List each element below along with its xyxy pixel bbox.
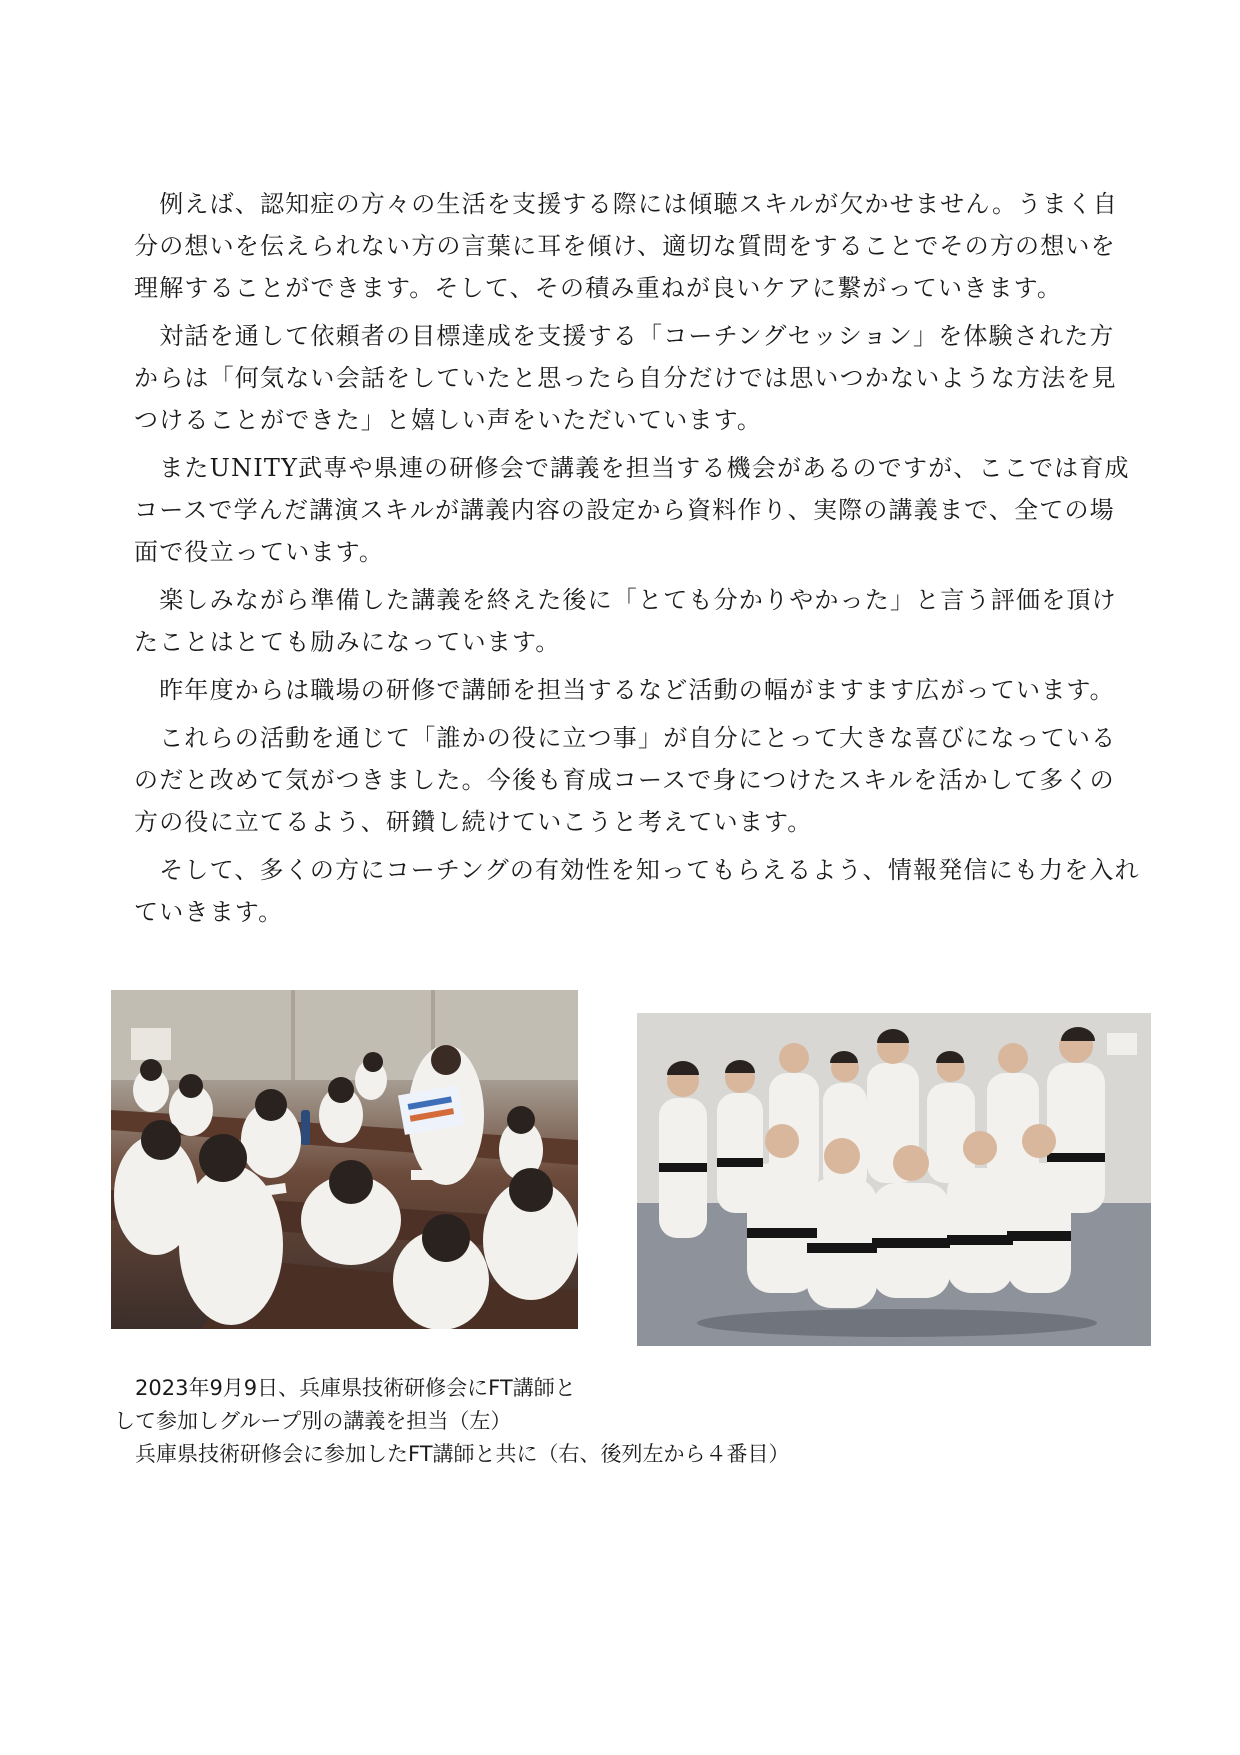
- photo-captions: [114, 1372, 1014, 1471]
- photo-group: [637, 1013, 1151, 1346]
- text-line: つけることができた」と嬉しい声をいただいています。: [134, 406, 763, 434]
- text-line: 楽しみながら準備した講義を終えた後に「とても分かりやかった」と言う評価を頂け: [134, 586, 1117, 614]
- caption-line-3: 兵庫県技術研修会に参加したFT講師と共に（右、後列左から４番目）: [114, 1442, 790, 1466]
- text-line: これらの活動を通じて「誰かの役に立つ事」が自分にとって大きな喜びになっている: [134, 724, 1117, 752]
- paragraph-1: [134, 183, 1124, 309]
- text-line: コースで学んだ講演スキルが講義内容の設定から資料作り、実際の講義まで、全ての場: [134, 496, 1115, 524]
- paragraph-2: [134, 315, 1124, 441]
- text-line: 昨年度からは職場の研修で講師を担当するなど活動の幅がますます広がっています。: [134, 676, 1115, 704]
- text-line: のだと改めて気がつきました。今後も育成コースで身につけたスキルを活かして多くの: [134, 766, 1115, 794]
- caption-line-2: して参加しグループ別の講義を担当（左）: [114, 1409, 512, 1433]
- photo-lecture-room-illustration: [111, 990, 578, 1329]
- paragraph-5: [134, 669, 1124, 711]
- text-line: 理解することができます。そして、その積み重ねが良いケアに繋がっていきます。: [134, 274, 1063, 302]
- caption-line-1: 2023年9月9日、兵庫県技術研修会にFT講師と: [114, 1376, 576, 1400]
- photo-lecture-room: [111, 990, 578, 1329]
- text-line: 方の役に立てるよう、研鑽し続けていこうと考えています。: [134, 808, 813, 836]
- photo-group-illustration: [637, 1013, 1151, 1346]
- paragraph-3: [134, 447, 1130, 573]
- text-line: 面で役立っています。: [134, 538, 385, 566]
- text-line: 例えば、認知症の方々の生活を支援する際には傾聴スキルが欠かせません。うまく自: [134, 190, 1118, 218]
- text-line: またUNITY武専や県連の研修会で講義を担当する機会があるのですが、ここでは育成: [134, 454, 1130, 482]
- paragraph-6: [134, 717, 1124, 843]
- body-text: [134, 183, 1140, 939]
- text-line: たことはとても励みになっています。: [134, 628, 561, 656]
- paragraph-4: [134, 579, 1124, 663]
- text-line: からは「何気ない会話をしていたと思ったら自分だけでは思いつかないような方法を見: [134, 364, 1117, 392]
- paragraph-7: [134, 849, 1140, 933]
- text-line: そして、多くの方にコーチングの有効性を知ってもらえるよう、情報発信にも力を入れ: [134, 856, 1140, 884]
- text-line: 分の想いを伝えられない方の言葉に耳を傾け、適切な質問をすることでその方の想いを: [134, 232, 1116, 260]
- text-line: ていきます。: [134, 898, 284, 926]
- text-line: 対話を通して依頼者の目標達成を支援する「コーチングセッション」を体験された方: [134, 322, 1115, 350]
